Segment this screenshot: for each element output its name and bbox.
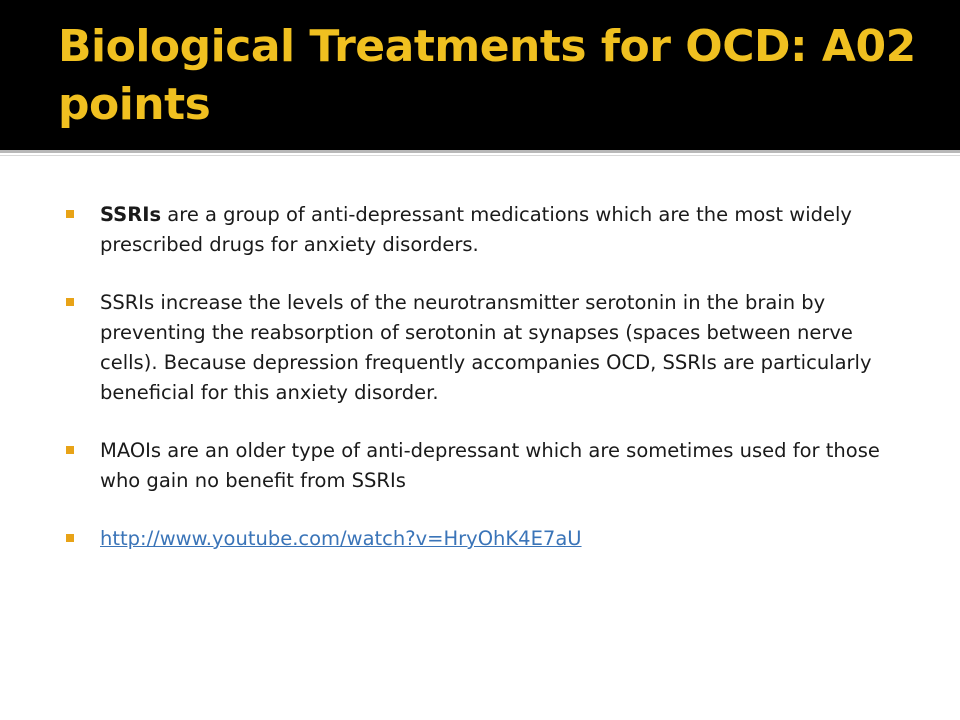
bullet-item-serotonin [66, 288, 916, 408]
square-bullet-icon [66, 534, 74, 542]
youtube-link[interactable]: http://www.youtube.com/watch?v=HryOhK4E7aU [100, 527, 582, 550]
title-bar [0, 0, 960, 150]
bullet-text: are a group of anti-depressant medications which are the most widely prescribed drugs for anxiety disorders. [100, 203, 852, 256]
bullet-item-link [66, 524, 916, 554]
bullet-list [66, 200, 916, 582]
bullet-item-ssris [66, 200, 916, 260]
square-bullet-icon [66, 446, 74, 454]
title-divider [0, 150, 960, 153]
square-bullet-icon [66, 210, 74, 218]
bullet-text: SSRIs increase the levels of the neurotransmitter serotonin in the brain by preventing the reabsorption of serotonin at synapses (spaces between nerve cells). Because depression frequently accompanies OCD, SSRIs are particularly beneficial for this anxiety disorder. [100, 291, 872, 404]
square-bullet-icon [66, 298, 74, 306]
bullet-text: MAOIs are an older type of anti-depressant which are sometimes used for those who gain no benefit from SSRIs [100, 439, 880, 492]
title-divider-thin [0, 155, 960, 156]
bullet-term: SSRIs [100, 203, 162, 226]
slide-title: Biological Treatments for OCD: A02 points [58, 21, 916, 130]
bullet-item-maois [66, 436, 916, 496]
